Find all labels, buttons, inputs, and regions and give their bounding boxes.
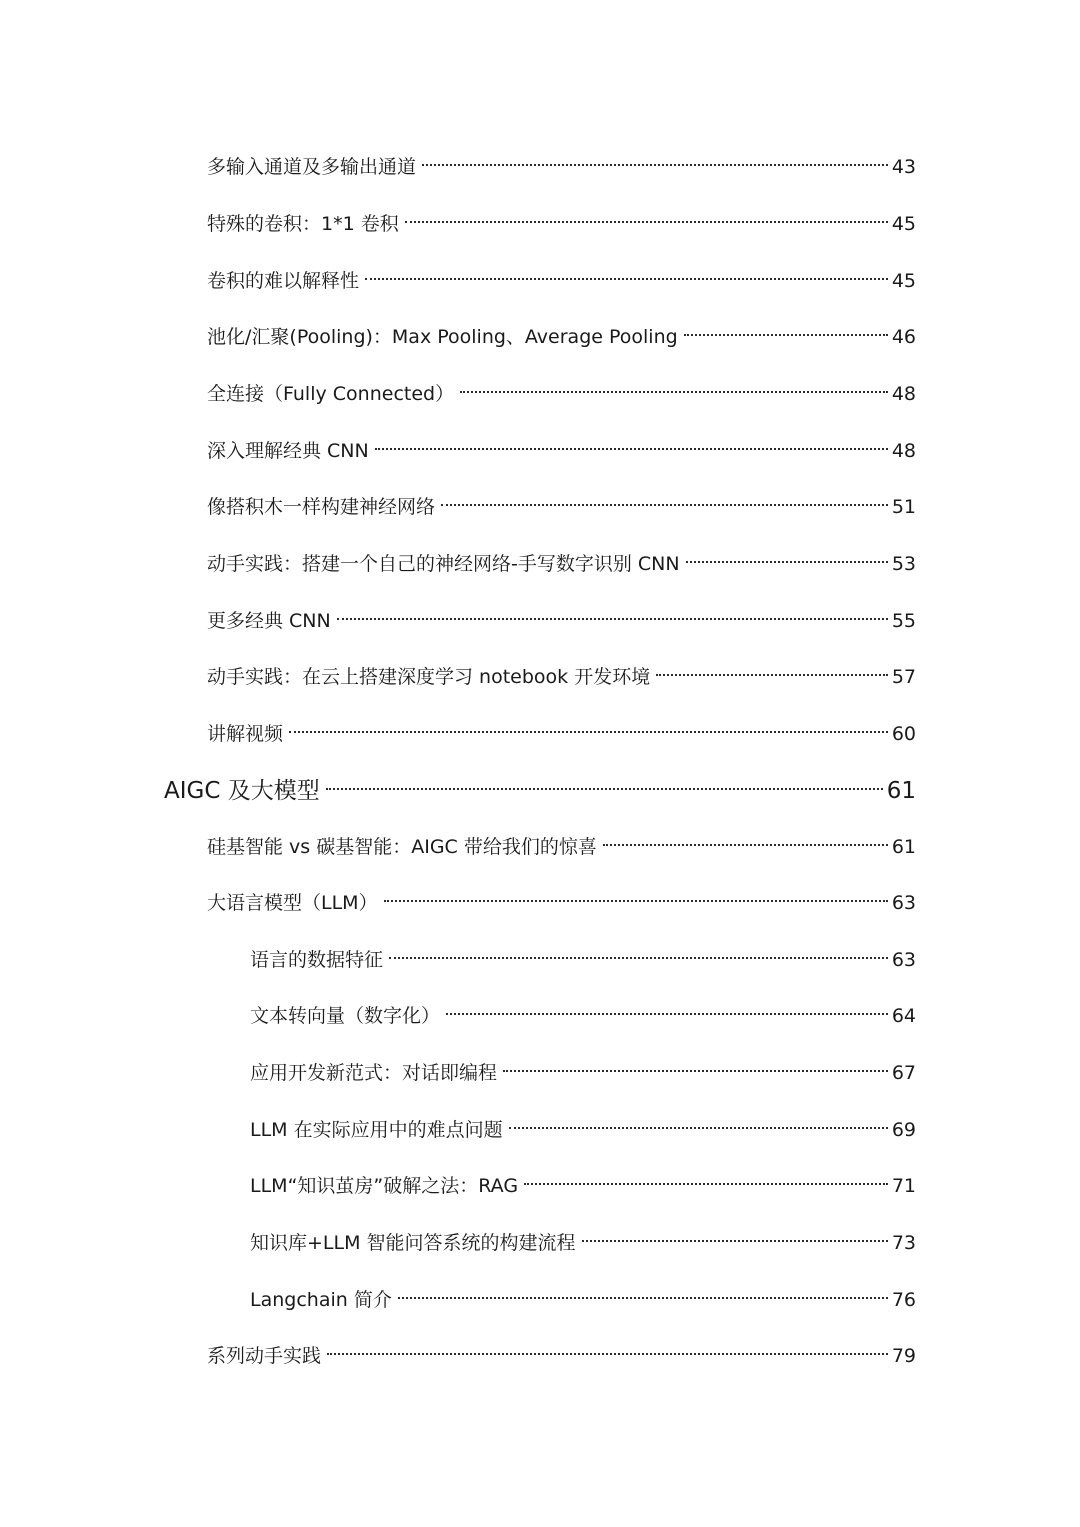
toc-subentry-title: 知识库+LLM 智能问答系统的构建流程 [250,1232,576,1254]
toc-chapter-title: AIGC 及大模型 [164,778,320,804]
toc-entry-title: 全连接（Fully Connected） [207,383,455,405]
toc-entry-title: 卷积的难以解释性 [207,270,360,292]
toc-subentry[interactable] [250,1278,916,1311]
toc-subentry-title: 文本转向量（数字化） [250,1005,441,1027]
toc-entry[interactable] [207,315,916,348]
toc-entry-page: 60 [891,723,916,745]
toc-entry-page: 55 [891,610,916,632]
toc-entry-page: 63 [891,892,916,914]
dot-leader [389,938,888,966]
toc-chapter-page: 61 [886,778,916,804]
toc-subentry[interactable] [250,1108,916,1141]
toc-entry-page: 45 [891,213,916,235]
toc-subentry[interactable] [250,1051,916,1084]
toc-entry-title: 动手实践：搭建一个自己的神经网络-手写数字识别 CNN [207,553,680,575]
toc-entry-title: 讲解视频 [207,723,284,745]
toc-entry[interactable] [207,202,916,235]
toc-subentry-title: 应用开发新范式：对话即编程 [250,1062,498,1084]
toc-subentry-page: 67 [891,1062,916,1084]
toc-entry-title: 池化/汇聚(Pooling)：Max Pooling、Average Pooling [207,326,678,348]
dot-leader [582,1221,888,1249]
toc-subentry[interactable] [250,1221,916,1254]
toc-entry-page: 57 [891,666,916,688]
toc-entry[interactable] [207,655,916,688]
toc-entry-page: 79 [891,1345,916,1367]
dot-leader [289,712,888,740]
toc-chapter-entry[interactable] [164,766,916,804]
toc-subentry-title: 语言的数据特征 [250,949,384,971]
toc-subentry[interactable] [250,994,916,1027]
toc-entry[interactable] [207,599,916,632]
toc-entry-page: 48 [891,383,916,405]
dot-leader [326,766,883,798]
dot-leader [509,1108,888,1136]
toc-subentry-page: 63 [891,949,916,971]
toc-entry-title: 多输入通道及多输出通道 [207,156,417,178]
toc-entry-title: 像搭积木一样构建神经网络 [207,496,436,518]
toc-entry-page: 61 [891,836,916,858]
dot-leader [441,485,888,513]
toc-entry-title: 动手实践：在云上搭建深度学习 notebook 开发环境 [207,666,651,688]
toc-entry-title: 更多经典 CNN [207,610,331,632]
toc-entry-title: 大语言模型（LLM） [207,892,378,914]
toc-subentry[interactable] [250,1164,916,1197]
toc-entry[interactable] [207,485,916,518]
toc-subentry-title: LLM 在实际应用中的难点问题 [250,1119,503,1141]
dot-leader [365,259,888,287]
dot-leader [603,825,888,853]
dot-leader [656,655,888,683]
dot-leader [503,1051,888,1079]
toc-subentry-page: 64 [891,1005,916,1027]
toc-subentry-title: LLM“知识茧房”破解之法：RAG [250,1175,519,1197]
dot-leader [398,1278,888,1306]
toc-subentry-page: 73 [891,1232,916,1254]
toc-entry[interactable] [207,372,916,405]
dot-leader [460,372,888,400]
dot-leader [327,1334,888,1362]
toc-subentry-title: Langchain 简介 [250,1289,392,1311]
toc-subentry[interactable] [250,938,916,971]
dot-leader [686,542,888,570]
dot-leader [684,315,888,343]
toc-entry[interactable] [207,712,916,745]
dot-leader [375,429,888,457]
toc-subentry-page: 71 [891,1175,916,1197]
toc-entry-title: 特殊的卷积：1*1 卷积 [207,213,399,235]
toc-entry[interactable] [207,145,916,178]
toc-entry[interactable] [207,825,916,858]
toc-entry[interactable] [207,881,916,914]
toc-entry-title: 硅基智能 vs 碳基智能：AIGC 带给我们的惊喜 [207,836,597,858]
toc-entry-title: 深入理解经典 CNN [207,440,369,462]
toc-subentry-page: 69 [891,1119,916,1141]
dot-leader [524,1164,888,1192]
toc-entry-page: 53 [891,553,916,575]
toc-entry-page: 48 [891,440,916,462]
toc-entry-page: 51 [891,496,916,518]
toc-subentry-page: 76 [891,1289,916,1311]
toc-entry[interactable] [207,542,916,575]
dot-leader [337,599,888,627]
toc-entry-title: 系列动手实践 [207,1345,322,1367]
dot-leader [405,202,888,230]
toc-entry[interactable] [207,429,916,462]
toc-entry[interactable] [207,1334,916,1367]
toc-entry-page: 43 [891,156,916,178]
toc-entry[interactable] [207,259,916,292]
toc-entry-page: 46 [891,326,916,348]
dot-leader [422,145,888,173]
dot-leader [384,881,888,909]
toc-entry-page: 45 [891,270,916,292]
dot-leader [446,994,888,1022]
